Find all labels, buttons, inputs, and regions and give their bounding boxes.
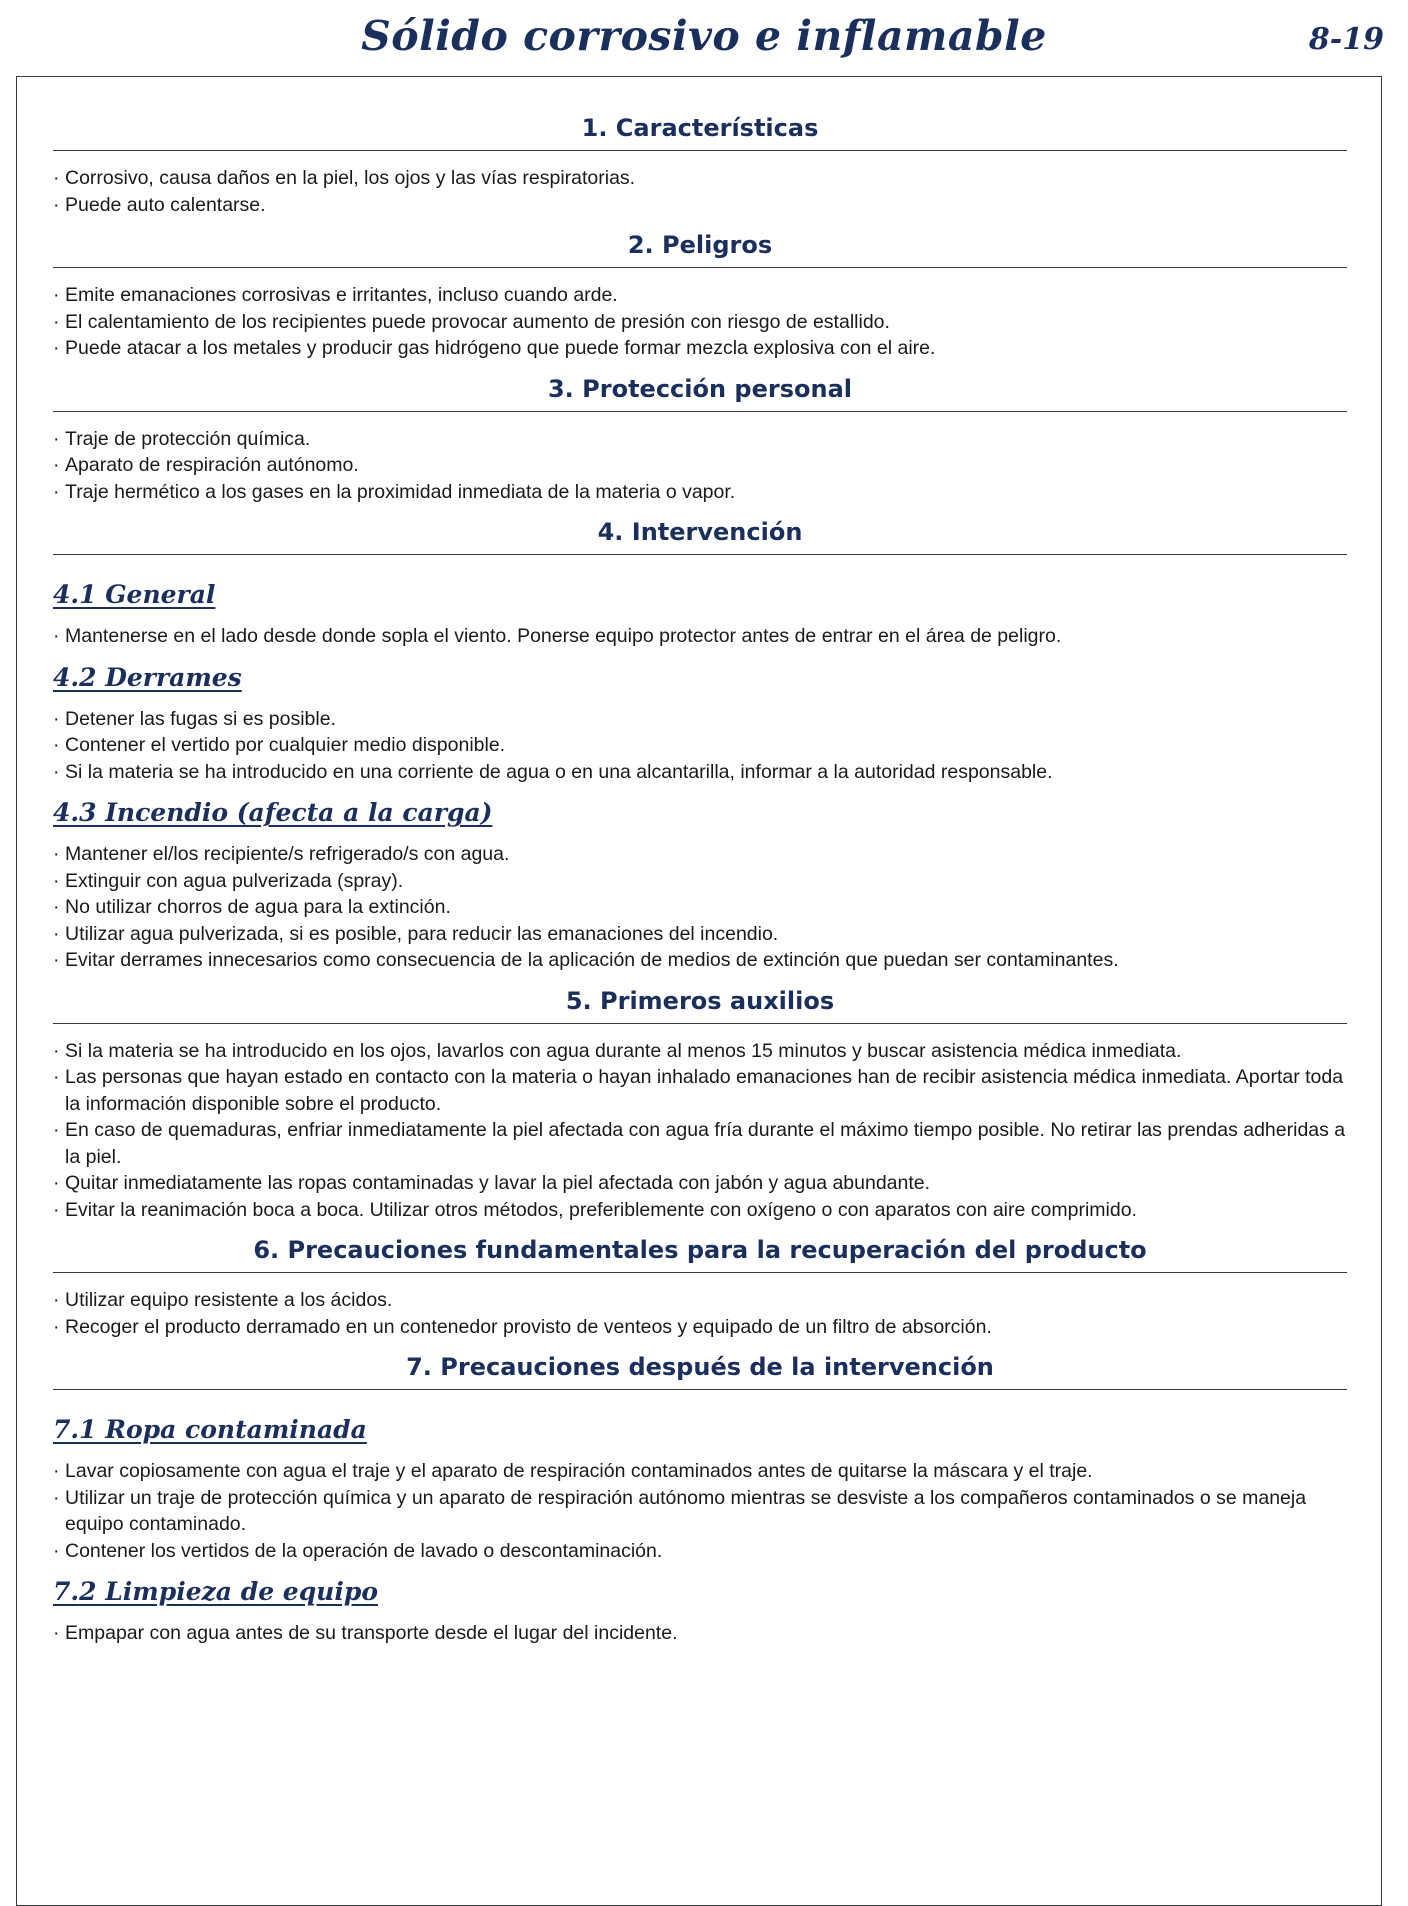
section [53,1352,1347,1647]
bullet-list [53,1458,1347,1564]
bullet-list [53,426,1347,506]
section [53,986,1347,1224]
list-item: · Aparato de respiración autónomo. [53,452,1347,479]
list-item: · Contener el vertido por cualquier medio disponible. [53,732,1347,759]
bullet-list [53,282,1347,362]
list-item: · Empapar con agua antes de su transporte desde el lugar del incidente. [53,1620,1347,1647]
bullet-list [53,1287,1347,1340]
section [53,517,1347,974]
list-item: · Puede auto calentarse. [53,192,1347,219]
list-item: · Mantenerse en el lado desde donde sopla el viento. Ponerse equipo protector antes de entrar en el área de peligro. [53,623,1347,650]
subsection-heading: 7.1 Ropa contaminada [53,1415,367,1444]
subsection [53,797,1347,974]
list-item: · Las personas que hayan estado en contacto con la materia o hayan inhalado emanaciones han de recibir asistencia médica inmediata. Aportar toda la información disponible sobre el producto. [53,1064,1347,1117]
list-item: · Contener los vertidos de la operación de lavado o descontaminación. [53,1538,1347,1565]
list-item: · Extinguir con agua pulverizada (spray). [53,868,1347,895]
list-item: · Mantener el/los recipiente/s refrigerado/s con agua. [53,841,1347,868]
sections-container [53,113,1347,1659]
subsection-heading: 4.3 Incendio (afecta a la carga) [53,798,493,827]
list-item: · Utilizar un traje de protección química y un aparato de respiración autónomo mientras se desviste a los compañeros contaminados o se maneja equipo contaminado. [53,1485,1347,1538]
content-frame [16,76,1382,1906]
list-item: · Emite emanaciones corrosivas e irritantes, incluso cuando arde. [53,282,1347,309]
bullet-list [53,623,1347,650]
bullet-list [53,1620,1347,1647]
bullet-list [53,706,1347,786]
section-heading: 6. Precauciones fundamentales para la recuperación del producto [53,1235,1347,1273]
list-item: · Si la materia se ha introducido en los ojos, lavarlos con agua durante al menos 15 minutos y buscar asistencia médica inmediata. [53,1038,1347,1065]
section-heading: 2. Peligros [53,230,1347,268]
section-heading: 1. Características [53,113,1347,151]
list-item: · Traje de protección química. [53,426,1347,453]
list-item: · Puede atacar a los metales y producir gas hidrógeno que puede formar mezcla explosiva con el aire. [53,335,1347,362]
list-item: · El calentamiento de los recipientes puede provocar aumento de presión con riesgo de estallido. [53,309,1347,336]
section [53,230,1347,362]
page-number: 8-19 [1308,22,1384,57]
subsection [53,662,1347,786]
subsection-heading: 4.1 General [53,580,216,609]
list-item: · Si la materia se ha introducido en una corriente de agua o en una alcantarilla, informar a la autoridad responsable. [53,759,1347,786]
section-heading: 4. Intervención [53,517,1347,555]
bullet-list [53,1038,1347,1224]
section [53,1235,1347,1340]
list-item: · Lavar copiosamente con agua el traje y el aparato de respiración contaminados antes de quitarse la máscara y el traje. [53,1458,1347,1485]
list-item: · Evitar derrames innecesarios como consecuencia de la aplicación de medios de extinción que puedan ser contaminantes. [53,947,1347,974]
list-item: · No utilizar chorros de agua para la extinción. [53,894,1347,921]
section [53,113,1347,218]
subsection-heading: 7.2 Limpieza de equipo [53,1577,379,1606]
page-header [0,0,1408,76]
subsection [53,1576,1347,1647]
list-item: · Traje hermético a los gases en la proximidad inmediata de la materia o vapor. [53,479,1347,506]
list-item: · Corrosivo, causa daños en la piel, los ojos y las vías respiratorias. [53,165,1347,192]
section [53,374,1347,506]
section-heading: 7. Precauciones después de la intervención [53,1352,1347,1390]
bullet-list [53,841,1347,974]
list-item: · Utilizar agua pulverizada, si es posible, para reducir las emanaciones del incendio. [53,921,1347,948]
subsection [53,1414,1347,1564]
list-item: · Recoger el producto derramado en un contenedor provisto de venteos y equipado de un filtro de absorción. [53,1314,1347,1341]
list-item: · Detener las fugas si es posible. [53,706,1347,733]
subsection-heading: 4.2 Derrames [53,662,242,692]
list-item: · Utilizar equipo resistente a los ácidos. [53,1287,1347,1314]
bullet-list [53,165,1347,218]
page-title: Sólido corrosivo e inflamable [361,12,1047,60]
section-heading: 3. Protección personal [53,374,1347,412]
list-item: · Evitar la reanimación boca a boca. Utilizar otros métodos, preferiblemente con oxígeno o con aparatos con aire comprimido. [53,1197,1347,1224]
list-item: · Quitar inmediatamente las ropas contaminadas y lavar la piel afectada con jabón y agua abundante. [53,1170,1347,1197]
section-heading: 5. Primeros auxilios [53,986,1347,1024]
list-item: · En caso de quemaduras, enfriar inmediatamente la piel afectada con agua fría durante el máximo tiempo posible. No retirar las prendas adheridas a la piel. [53,1117,1347,1170]
subsection [53,579,1347,650]
